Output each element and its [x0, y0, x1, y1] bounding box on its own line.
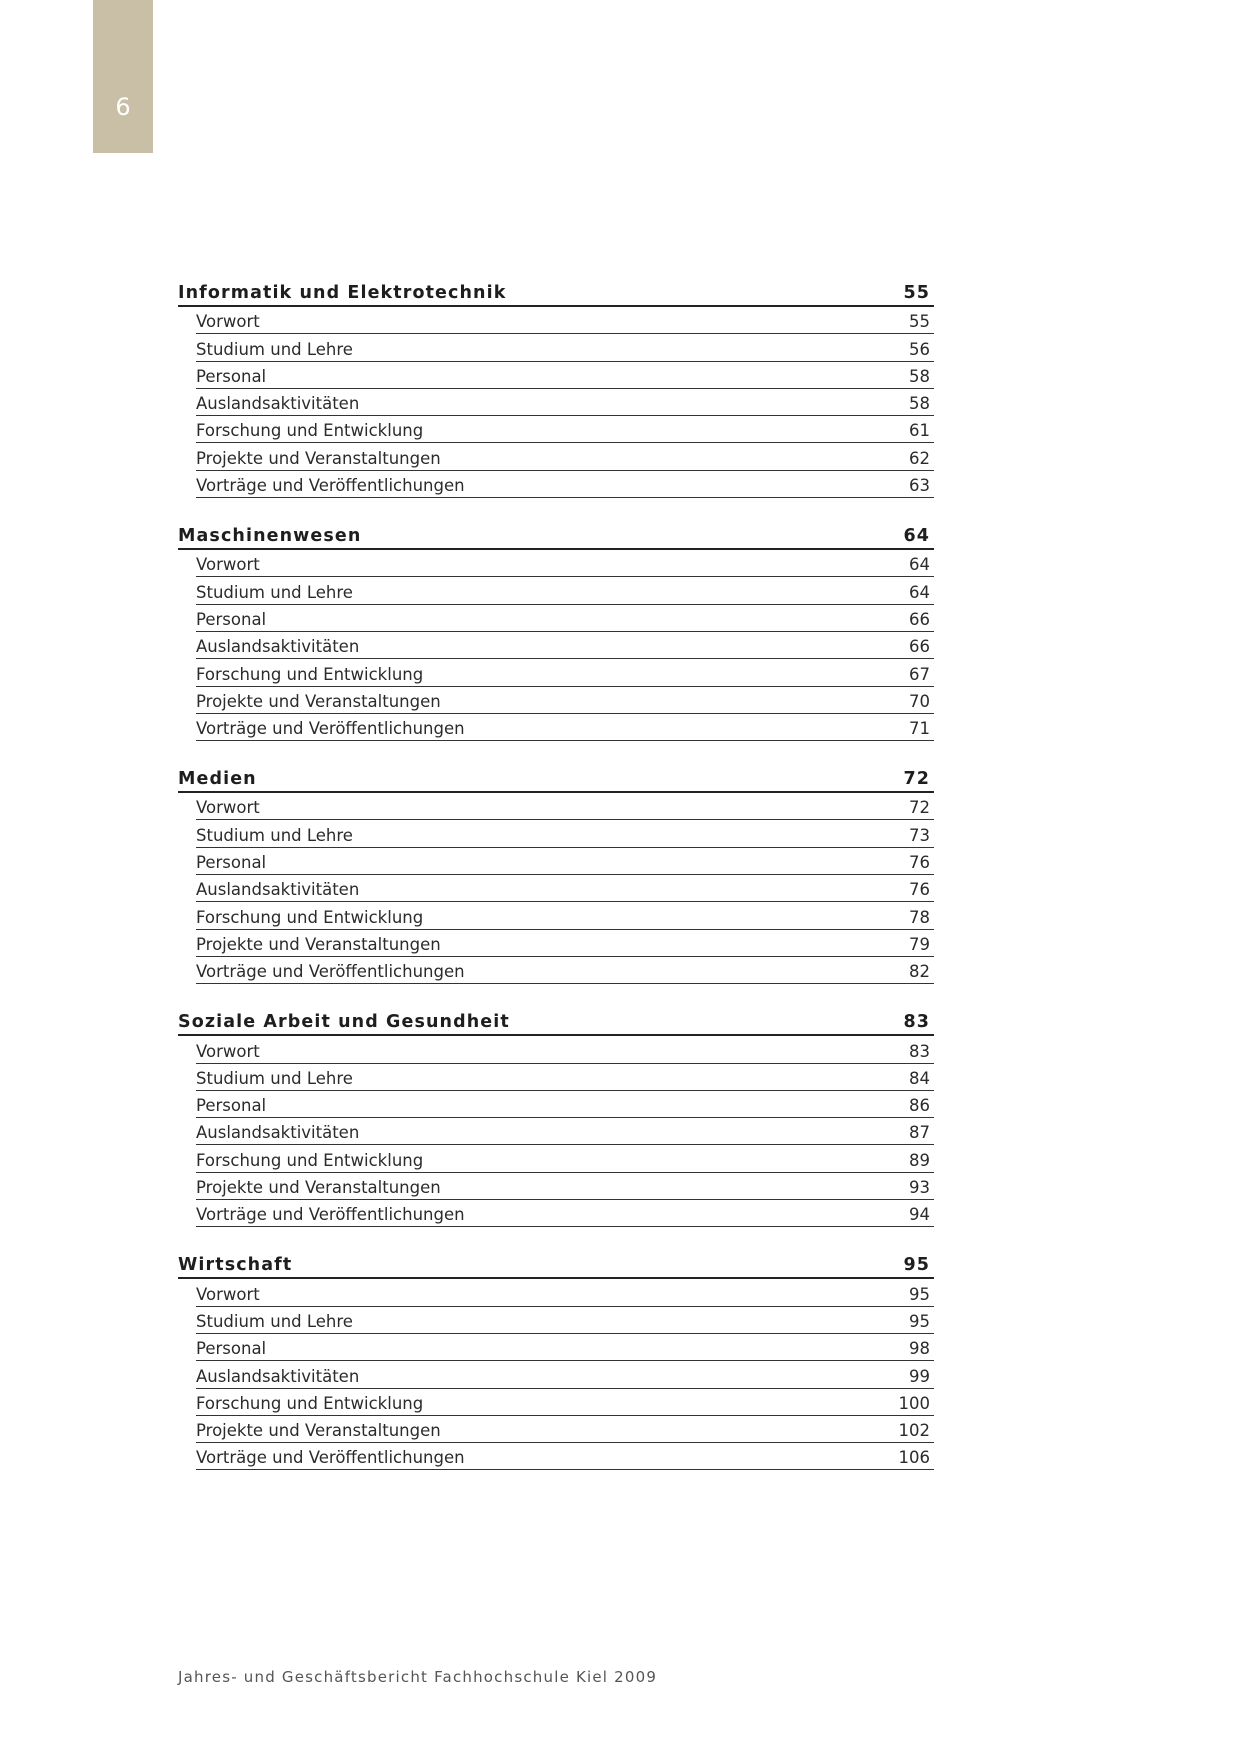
entry-page: 73: [909, 825, 930, 845]
entry-label: Projekte und Veranstaltungen: [196, 691, 441, 711]
entry-page: 61: [909, 421, 930, 441]
section-page: 64: [903, 526, 930, 547]
entry-page: 84: [909, 1068, 930, 1088]
entry-label: Vorträge und Veröffentlichungen: [196, 962, 465, 982]
section-title: Soziale Arbeit und Gesundheit: [178, 1012, 510, 1033]
entry-label: Personal: [196, 609, 267, 629]
entry-page: 82: [909, 962, 930, 982]
toc-entry[interactable]: [196, 1091, 934, 1118]
entry-label: Projekte und Veranstaltungen: [196, 1178, 441, 1198]
toc-entry[interactable]: [196, 1307, 934, 1334]
entry-label: Auslandsaktivitäten: [196, 880, 360, 900]
entry-label: Studium und Lehre: [196, 1068, 353, 1088]
entry-page: 106: [898, 1448, 930, 1468]
toc-entry[interactable]: [196, 1145, 934, 1172]
entry-page: 63: [909, 476, 930, 496]
section-heading[interactable]: [178, 524, 934, 550]
entry-label: Forschung und Entwicklung: [196, 1150, 424, 1170]
entry-label: Auslandsaktivitäten: [196, 394, 360, 414]
toc-entry[interactable]: [196, 416, 934, 443]
toc-entry[interactable]: [196, 471, 934, 498]
entry-page: 83: [909, 1041, 930, 1061]
entry-label: Projekte und Veranstaltungen: [196, 448, 441, 468]
entry-page: 64: [909, 582, 930, 602]
page-number: 6: [115, 93, 131, 121]
page-number-tab: [93, 0, 153, 153]
toc-section: [178, 1010, 934, 1227]
entry-page: 72: [909, 798, 930, 818]
entry-label: Studium und Lehre: [196, 582, 353, 602]
section-heading[interactable]: [178, 1010, 934, 1036]
entry-label: Personal: [196, 1096, 267, 1116]
entry-label: Personal: [196, 853, 267, 873]
entry-label: Forschung und Entwicklung: [196, 1393, 424, 1413]
entry-label: Studium und Lehre: [196, 339, 353, 359]
section-title: Wirtschaft: [178, 1255, 293, 1276]
toc-entry[interactable]: [196, 1064, 934, 1091]
entry-page: 86: [909, 1096, 930, 1116]
entry-page: 66: [909, 609, 930, 629]
entry-label: Projekte und Veranstaltungen: [196, 934, 441, 954]
entry-label: Vorträge und Veröffentlichungen: [196, 1448, 465, 1468]
toc-entry[interactable]: [196, 1389, 934, 1416]
toc-entry[interactable]: [196, 687, 934, 714]
toc-entry[interactable]: [196, 1361, 934, 1388]
toc-entry[interactable]: [196, 875, 934, 902]
entry-page: 79: [909, 934, 930, 954]
entry-page: 94: [909, 1205, 930, 1225]
section-title: Medien: [178, 769, 257, 790]
section-heading[interactable]: [178, 767, 934, 793]
toc-entry[interactable]: [196, 1416, 934, 1443]
entry-label: Auslandsaktivitäten: [196, 1123, 360, 1143]
entry-label: Personal: [196, 1339, 267, 1359]
entry-page: 67: [909, 664, 930, 684]
entry-label: Studium und Lehre: [196, 1311, 353, 1331]
toc-entry[interactable]: [196, 443, 934, 470]
entry-label: Vorwort: [196, 798, 260, 818]
toc-entry[interactable]: [196, 1173, 934, 1200]
entry-page: 58: [909, 394, 930, 414]
entry-label: Forschung und Entwicklung: [196, 664, 424, 684]
entry-label: Personal: [196, 366, 267, 386]
toc-entry[interactable]: [196, 334, 934, 361]
entry-label: Vorwort: [196, 1284, 260, 1304]
entry-page: 55: [909, 312, 930, 332]
toc-entry[interactable]: [196, 632, 934, 659]
entry-page: 98: [909, 1339, 930, 1359]
toc-section: [178, 281, 934, 498]
entry-label: Studium und Lehre: [196, 825, 353, 845]
toc-entry[interactable]: [196, 714, 934, 741]
toc-entry[interactable]: [196, 820, 934, 847]
entry-label: Vorwort: [196, 1041, 260, 1061]
toc-section: [178, 1253, 934, 1470]
toc-entry[interactable]: [196, 389, 934, 416]
toc-entry[interactable]: [196, 362, 934, 389]
toc-entry[interactable]: [196, 577, 934, 604]
entry-label: Vorträge und Veröffentlichungen: [196, 719, 465, 739]
toc-entry[interactable]: [196, 1443, 934, 1470]
entry-page: 64: [909, 555, 930, 575]
section-page: 72: [903, 769, 930, 790]
entry-page: 87: [909, 1123, 930, 1143]
toc-entry[interactable]: [196, 1200, 934, 1227]
entry-page: 95: [909, 1284, 930, 1304]
toc-entry[interactable]: [196, 902, 934, 929]
entry-page: 95: [909, 1311, 930, 1331]
toc-entry[interactable]: [196, 1334, 934, 1361]
toc-entry[interactable]: [196, 848, 934, 875]
entry-page: 76: [909, 880, 930, 900]
section-title: Maschinenwesen: [178, 526, 362, 547]
toc-entry[interactable]: [196, 550, 934, 577]
toc-entry[interactable]: [196, 1118, 934, 1145]
toc-entry[interactable]: [196, 930, 934, 957]
section-page: 95: [903, 1255, 930, 1276]
toc-entry[interactable]: [196, 1279, 934, 1306]
section-page: 83: [903, 1012, 930, 1033]
entry-label: Vorträge und Veröffentlichungen: [196, 1205, 465, 1225]
entry-label: Projekte und Veranstaltungen: [196, 1421, 441, 1441]
entry-label: Vorträge und Veröffentlichungen: [196, 476, 465, 496]
toc-entry[interactable]: [196, 957, 934, 984]
entry-page: 71: [909, 719, 930, 739]
toc-section: [178, 524, 934, 741]
entry-page: 56: [909, 339, 930, 359]
entry-page: 62: [909, 448, 930, 468]
entry-label: Auslandsaktivitäten: [196, 1366, 360, 1386]
page-footer: Jahres- und Geschäftsbericht Fachhochschule Kiel 2009: [178, 1668, 658, 1686]
entry-label: Vorwort: [196, 312, 260, 332]
entry-page: 93: [909, 1178, 930, 1198]
section-heading[interactable]: [178, 281, 934, 307]
toc-entry[interactable]: [196, 793, 934, 820]
toc-entry[interactable]: [196, 1036, 934, 1063]
section-page: 55: [903, 283, 930, 303]
entry-page: 89: [909, 1150, 930, 1170]
entry-label: Forschung und Entwicklung: [196, 421, 424, 441]
entry-page: 99: [909, 1366, 930, 1386]
section-title: Informatik und Elektrotechnik: [178, 283, 507, 303]
entry-label: Vorwort: [196, 555, 260, 575]
entry-label: Forschung und Entwicklung: [196, 907, 424, 927]
table-of-contents: [178, 281, 934, 1496]
toc-entry[interactable]: [196, 659, 934, 686]
entry-page: 102: [898, 1421, 930, 1441]
section-heading[interactable]: [178, 1253, 934, 1279]
entry-page: 100: [898, 1393, 930, 1413]
entry-label: Auslandsaktivitäten: [196, 637, 360, 657]
toc-section: [178, 767, 934, 984]
entry-page: 66: [909, 637, 930, 657]
entry-page: 78: [909, 907, 930, 927]
toc-entry[interactable]: [196, 307, 934, 334]
entry-page: 58: [909, 366, 930, 386]
entry-page: 70: [909, 691, 930, 711]
toc-entry[interactable]: [196, 605, 934, 632]
entry-page: 76: [909, 853, 930, 873]
